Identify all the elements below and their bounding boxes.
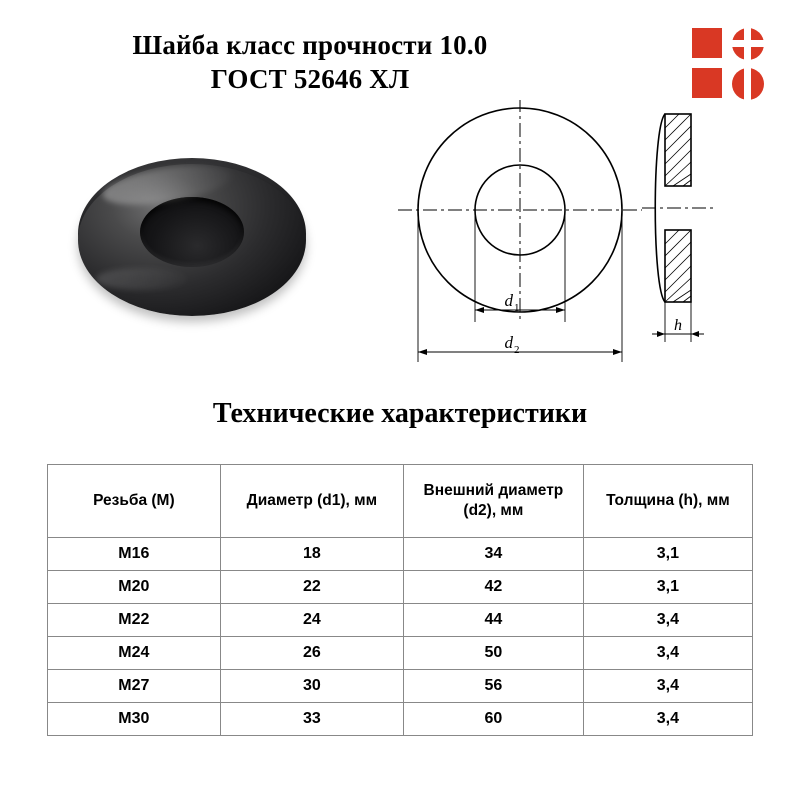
cell-d2: 60 <box>404 703 584 736</box>
column-header-h: Толщина (h), мм <box>583 465 752 538</box>
arrow-h-left <box>657 331 665 337</box>
drawing-svg <box>380 100 770 390</box>
label-d2: d <box>504 333 513 352</box>
label-d1: d <box>504 291 513 310</box>
cell-d1: 24 <box>220 604 403 637</box>
logo-slot-vertical-bottom <box>744 67 751 101</box>
arrow-d2-right <box>613 349 622 355</box>
arrow-d1-right <box>556 307 565 313</box>
table-row <box>48 538 753 571</box>
washer-photo <box>68 150 318 330</box>
column-header-thread: Резьба (М) <box>48 465 221 538</box>
column-header-d1: Диаметр (d1), мм <box>220 465 403 538</box>
arrow-d1-left <box>475 307 484 313</box>
side-view <box>642 114 714 342</box>
cell-d1: 26 <box>220 637 403 670</box>
table-header-row <box>48 465 753 538</box>
cell-d2: 56 <box>404 670 584 703</box>
logo-slot-vertical-top <box>744 27 751 61</box>
table-row <box>48 670 753 703</box>
cell-d1: 22 <box>220 571 403 604</box>
cell-thread: М30 <box>48 703 221 736</box>
washer-photo-highlight-lower <box>96 268 188 290</box>
cell-d1: 18 <box>220 538 403 571</box>
cell-thread: М24 <box>48 637 221 670</box>
label-h: h <box>674 317 682 334</box>
cell-h: 3,1 <box>583 538 752 571</box>
spec-table <box>47 464 753 736</box>
table-row <box>48 571 753 604</box>
table-row <box>48 637 753 670</box>
cell-h: 3,4 <box>583 670 752 703</box>
logo-square-top-left <box>692 28 722 58</box>
cell-d1: 33 <box>220 703 403 736</box>
label-d2-subscript: 2 <box>514 344 520 356</box>
arrow-d2-left <box>418 349 427 355</box>
section-block-bottom <box>665 230 691 302</box>
cell-h: 3,4 <box>583 604 752 637</box>
arrow-h-right <box>691 331 699 337</box>
cell-h: 3,4 <box>583 703 752 736</box>
cell-thread: М27 <box>48 670 221 703</box>
title-line-1: Шайба класс прочности 10.0 <box>132 30 488 60</box>
technical-drawing <box>380 100 770 390</box>
washer-photo-hole <box>140 197 244 267</box>
table-row <box>48 703 753 736</box>
cell-thread: М20 <box>48 571 221 604</box>
cell-d2: 42 <box>404 571 584 604</box>
label-d1-subscript: 1 <box>514 302 520 314</box>
cell-d2: 50 <box>404 637 584 670</box>
section-title: Технические характеристики <box>212 398 588 429</box>
cell-d1: 30 <box>220 670 403 703</box>
cell-thread: М22 <box>48 604 221 637</box>
cell-h: 3,4 <box>583 637 752 670</box>
cell-d2: 34 <box>404 538 584 571</box>
cell-thread: М16 <box>48 538 221 571</box>
cell-d2: 44 <box>404 604 584 637</box>
table-row <box>48 604 753 637</box>
section-block-top <box>665 114 691 186</box>
column-header-d2: Внешний диаметр (d2), мм <box>404 465 584 538</box>
spec-table-container <box>47 464 753 736</box>
company-logo-icon <box>692 28 770 106</box>
logo-square-bottom-left <box>692 68 722 98</box>
title-line-2: ГОСТ 52646 ХЛ <box>210 64 410 94</box>
cell-h: 3,1 <box>583 571 752 604</box>
page-title <box>40 28 580 96</box>
